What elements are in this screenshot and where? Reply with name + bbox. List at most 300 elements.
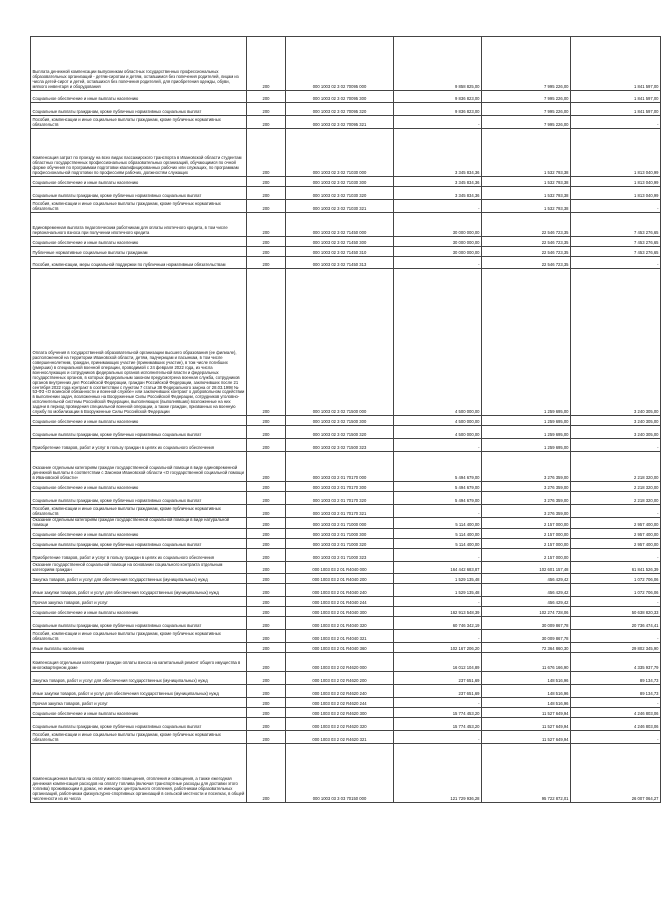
line-code-cell <box>247 629 286 642</box>
budget-classification-code-text: 000 1003 03 2 01 71000 323 <box>312 554 367 560</box>
table-row <box>31 616 661 629</box>
executed-amount-text: 2 157 000,00 <box>544 541 569 547</box>
budget-classification-code-cell <box>286 116 394 129</box>
row-name-cell <box>31 583 247 596</box>
executed-amount-text: 11 527 649,94 <box>542 736 569 742</box>
unexecuted-amount-cell <box>571 616 661 629</box>
line-code-text: 200 <box>262 193 270 199</box>
budget-classification-code-text: 000 1003 03 2 01 R4040 000 <box>312 566 367 572</box>
row-name-cell <box>31 426 247 439</box>
line-code-text: 200 <box>262 599 270 605</box>
row-name-text: Иные закупки товаров, работ и услуг для обеспечения государственных (муниципальных) нужд <box>32 690 219 696</box>
line-code-text: 200 <box>262 609 270 615</box>
budget-classification-code-text: 000 1003 03 2 01 70170 300 <box>312 485 367 491</box>
unexecuted-amount-text: - <box>657 262 659 268</box>
executed-amount-cell <box>482 91 571 103</box>
approved-amount-cell <box>394 583 482 596</box>
approved-amount-text: - <box>478 511 480 517</box>
approved-amount-cell <box>394 548 482 561</box>
row-name-cell <box>31 616 247 629</box>
executed-amount-text: 7 995 226,00 <box>544 84 569 90</box>
unexecuted-amount-cell <box>571 606 661 616</box>
row-name-cell <box>31 416 247 426</box>
approved-amount-text: - <box>478 445 480 451</box>
table-row <box>31 743 661 802</box>
row-name-cell <box>31 213 247 237</box>
executed-amount-text: 148 516,96 <box>547 690 569 696</box>
executed-amount-text: 456 429,42 <box>547 576 569 582</box>
row-name-cell <box>31 492 247 505</box>
row-name-cell <box>31 561 247 573</box>
executed-amount-text: 1 259 695,00 <box>544 432 569 438</box>
line-code-text: 200 <box>262 122 270 128</box>
approved-amount-cell <box>394 606 482 616</box>
budget-classification-code-text: 000 1003 03 2 01 R4040 200 <box>312 576 367 582</box>
row-name-text: Социальные выплаты гражданам, кроме публичных нормативных социальных выплат <box>32 622 202 628</box>
line-code-text: 200 <box>262 109 270 115</box>
unexecuted-amount-cell <box>571 697 661 707</box>
unexecuted-amount-text: 4 246 803,06 <box>634 723 659 729</box>
row-name-cell <box>31 505 247 518</box>
table-row <box>31 684 661 697</box>
row-name-cell <box>31 452 247 482</box>
unexecuted-amount-cell <box>571 177 661 187</box>
row-name-text: Оказание государственной социальной помощи на основании социального контракта отдельным категориям граждан <box>32 562 223 572</box>
row-name-text: Закупка товаров, работ и услуг для обеспечения государственных (муниципальных) нужд <box>32 576 208 582</box>
row-name-cell <box>31 91 247 103</box>
unexecuted-amount-text: 7 453 276,65 <box>634 230 659 236</box>
row-name-text: Пособия, компенсации и иные социальные выплаты гражданам, кроме публичных нормативных обязательств <box>32 631 221 641</box>
line-code-text: 200 <box>262 795 270 801</box>
budget-classification-code-text: 000 1003 02 3 02 71500 000 <box>312 409 367 415</box>
line-code-text: 200 <box>262 677 270 683</box>
budget-classification-code-cell <box>286 730 394 743</box>
executed-amount-text: 456 429,42 <box>547 589 569 595</box>
executed-amount-cell <box>482 247 571 257</box>
approved-amount-text: 162 913 548,39 <box>450 609 480 615</box>
approved-amount-cell <box>394 717 482 730</box>
unexecuted-amount-cell <box>571 37 661 91</box>
executed-amount-cell <box>482 116 571 129</box>
unexecuted-amount-text: 89 134,73 <box>639 690 659 696</box>
approved-amount-text: 5 494 679,00 <box>455 498 480 504</box>
line-code-cell <box>247 684 286 697</box>
row-name-text: Социальные выплаты гражданам, кроме публичных нормативных социальных выплат <box>32 723 202 729</box>
approved-amount-text: 1 529 135,48 <box>455 576 480 582</box>
executed-amount-cell <box>482 237 571 247</box>
executed-amount-text: 2 157 000,00 <box>544 554 569 560</box>
approved-amount-text: 5 114 400,00 <box>455 531 480 537</box>
executed-amount-cell <box>482 743 571 802</box>
unexecuted-amount-cell <box>571 269 661 416</box>
row-name-text: Закупка товаров, работ и услуг для обеспечения государственных (муниципальных) нужд <box>32 677 208 683</box>
budget-classification-code-cell <box>286 91 394 103</box>
line-code-cell <box>247 596 286 606</box>
unexecuted-amount-cell <box>571 103 661 116</box>
row-name-cell <box>31 247 247 257</box>
budget-classification-code-text: 000 1003 03 2 02 R4620 240 <box>312 690 367 696</box>
executed-amount-text: 95 722 872,01 <box>541 795 569 801</box>
line-code-text: 200 <box>262 531 270 537</box>
budget-classification-code-text: 000 1003 02 3 02 70095 300 <box>312 96 367 102</box>
table-row <box>31 452 661 482</box>
table-row <box>31 103 661 116</box>
unexecuted-amount-cell <box>571 91 661 103</box>
row-name-cell <box>31 37 247 91</box>
executed-amount-cell <box>482 492 571 505</box>
row-name-cell <box>31 129 247 177</box>
budget-classification-code-text: 000 1003 02 3 02 71500 323 <box>312 445 367 451</box>
approved-amount-text: - <box>478 122 480 128</box>
executed-amount-text: 72 364 860,30 <box>541 645 569 651</box>
budget-classification-code-cell <box>286 717 394 730</box>
approved-amount-text: 164 442 683,87 <box>450 566 480 572</box>
executed-amount-cell <box>482 548 571 561</box>
approved-amount-cell <box>394 269 482 416</box>
line-code-text: 200 <box>262 521 270 527</box>
row-name-cell <box>31 606 247 616</box>
executed-amount-text: 148 516,96 <box>547 700 569 706</box>
executed-amount-cell <box>482 717 571 730</box>
row-name-cell <box>31 538 247 548</box>
budget-classification-code-cell <box>286 129 394 177</box>
budget-classification-code-text: 000 1003 03 2 01 71000 320 <box>312 541 367 547</box>
approved-amount-text: 4 500 000,00 <box>455 409 480 415</box>
approved-amount-cell <box>394 505 482 518</box>
budget-classification-code-cell <box>286 439 394 452</box>
row-name-text: Социальное обеспечение и иные выплаты населению <box>32 710 139 716</box>
unexecuted-amount-text: - <box>657 554 659 560</box>
budget-classification-code-cell <box>286 492 394 505</box>
line-code-cell <box>247 200 286 213</box>
executed-amount-cell <box>482 616 571 629</box>
unexecuted-amount-cell <box>571 452 661 482</box>
approved-amount-text: - <box>478 206 480 212</box>
approved-amount-cell <box>394 177 482 187</box>
row-name-text: Приобретение товаров, работ и услуг в пользу граждан в целях их социального обеспечения <box>32 554 215 560</box>
budget-classification-code-text: 000 1003 03 2 02 R4620 321 <box>312 736 367 742</box>
unexecuted-amount-cell <box>571 257 661 269</box>
budget-classification-code-cell <box>286 684 394 697</box>
line-code-cell <box>247 452 286 482</box>
unexecuted-amount-text: - <box>657 445 659 451</box>
approved-amount-cell <box>394 596 482 606</box>
executed-amount-text: 11 676 166,90 <box>542 664 569 670</box>
executed-amount-cell <box>482 707 571 717</box>
executed-amount-cell <box>482 561 571 573</box>
unexecuted-amount-text: 7 453 276,65 <box>634 250 659 256</box>
report-sheet <box>30 36 659 803</box>
unexecuted-amount-text: 1 072 706,06 <box>634 576 659 582</box>
budget-classification-code-cell <box>286 616 394 629</box>
line-code-cell <box>247 518 286 529</box>
line-code-text: 200 <box>262 700 270 706</box>
row-name-text: Социальное обеспечение и иные выплаты населению <box>32 240 139 246</box>
row-name-cell <box>31 528 247 538</box>
budget-classification-code-text: 000 1003 03 2 01 R4040 300 <box>312 609 367 615</box>
row-name-text: Компенсация затрат по проезду на всех видах пассажирского транспорта в Ивановской области студентам областных государственных профессиональных образовательных организаций, обучающимся по очной форме обучения по программам подготовки квалифицированных рабочих или служащих, по программам профессиональной подготовки по профессиям рабочих, должностям служащих <box>32 155 242 176</box>
approved-amount-text: - <box>478 554 480 560</box>
approved-amount-text: - <box>478 635 480 641</box>
table-row <box>31 561 661 573</box>
approved-amount-text: - <box>478 736 480 742</box>
budget-classification-code-cell <box>286 213 394 237</box>
budget-classification-code-text: 000 1003 03 2 02 R4620 244 <box>312 700 367 706</box>
unexecuted-amount-cell <box>571 505 661 518</box>
line-code-cell <box>247 743 286 802</box>
table-row <box>31 213 661 237</box>
budget-classification-code-text: 000 1003 03 3 03 70150 000 <box>312 795 367 801</box>
row-name-cell <box>31 671 247 684</box>
executed-amount-text: 3 276 359,00 <box>544 485 569 491</box>
approved-amount-cell <box>394 743 482 802</box>
approved-amount-cell <box>394 37 482 91</box>
row-name-text: Пособия, компенсации и иные социальные выплаты гражданам, кроме публичных нормативных обязательств <box>32 117 221 128</box>
budget-classification-code-text: 000 1003 02 3 02 71450 310 <box>312 250 367 256</box>
budget-classification-code-cell <box>286 573 394 583</box>
table-row <box>31 528 661 538</box>
row-name-text: Компенсация отдельным категориям граждан оплаты взноса на капитальный ремонт общего имущества в многоквартирном доме <box>32 660 241 670</box>
unexecuted-amount-cell <box>571 642 661 652</box>
line-code-cell <box>247 606 286 616</box>
executed-amount-cell <box>482 426 571 439</box>
approved-amount-cell <box>394 213 482 237</box>
unexecuted-amount-cell <box>571 671 661 684</box>
executed-amount-text: 102 601 157,48 <box>539 566 569 572</box>
budget-classification-code-cell <box>286 548 394 561</box>
unexecuted-amount-text: 3 240 305,00 <box>634 419 659 425</box>
line-code-cell <box>247 717 286 730</box>
row-name-text: Оказание отдельным категориям граждан государственной социальной помощи в виде натуральной помощи <box>32 517 229 527</box>
executed-amount-cell <box>482 452 571 482</box>
line-code-text: 200 <box>262 475 270 481</box>
line-code-text: 200 <box>262 645 270 651</box>
line-code-text: 200 <box>262 498 270 504</box>
approved-amount-text: - <box>478 700 480 706</box>
unexecuted-amount-cell <box>571 717 661 730</box>
row-name-text: Публичные нормативные социальные выплаты гражданам <box>32 250 148 256</box>
approved-amount-cell <box>394 629 482 642</box>
executed-amount-text: 3 276 359,00 <box>544 498 569 504</box>
row-name-cell <box>31 684 247 697</box>
executed-amount-cell <box>482 518 571 529</box>
approved-amount-cell <box>394 187 482 200</box>
line-code-text: 200 <box>262 589 270 595</box>
line-code-text: 200 <box>262 419 270 425</box>
line-code-cell <box>247 642 286 652</box>
executed-amount-text: 2 157 000,00 <box>544 531 569 537</box>
unexecuted-amount-cell <box>571 548 661 561</box>
executed-amount-text: 22 546 723,35 <box>541 250 569 256</box>
unexecuted-amount-text: 26 007 064,27 <box>631 795 659 801</box>
executed-amount-cell <box>482 583 571 596</box>
approved-amount-text: 30 000 000,00 <box>452 230 480 236</box>
unexecuted-amount-text: 2 218 320,00 <box>634 475 659 481</box>
row-name-text: Оказание отдельным категориям граждан государственной социальной помощи в виде единовременной денежной выплаты в соответствии с Законом Ивановской области «О государственной социальной помощи в Ивановской области» <box>32 465 244 481</box>
line-code-text: 200 <box>262 96 270 102</box>
table-row <box>31 583 661 596</box>
row-name-cell <box>31 573 247 583</box>
executed-amount-cell <box>482 37 571 91</box>
table-row <box>31 629 661 642</box>
approved-amount-cell <box>394 129 482 177</box>
line-code-text: 200 <box>262 622 270 628</box>
row-name-cell <box>31 652 247 671</box>
row-name-cell <box>31 596 247 606</box>
table-row <box>31 439 661 452</box>
line-code-text: 200 <box>262 445 270 451</box>
executed-amount-cell <box>482 416 571 426</box>
unexecuted-amount-text: - <box>657 599 659 605</box>
unexecuted-amount-cell <box>571 116 661 129</box>
line-code-text: 200 <box>262 409 270 415</box>
executed-amount-cell <box>482 129 571 177</box>
executed-amount-text: 1 532 793,38 <box>544 206 569 212</box>
budget-classification-code-text: 000 1003 03 2 01 70170 320 <box>312 498 367 504</box>
approved-amount-cell <box>394 482 482 492</box>
approved-amount-text: 3 345 834,36 <box>455 193 480 199</box>
line-code-cell <box>247 707 286 717</box>
row-name-cell <box>31 187 247 200</box>
budget-classification-code-text: 000 1003 03 2 01 70170 000 <box>312 475 367 481</box>
executed-amount-cell <box>482 103 571 116</box>
budget-classification-code-cell <box>286 561 394 573</box>
row-name-text: Иные закупки товаров, работ и услуг для обеспечения государственных (муниципальных) нужд <box>32 589 219 595</box>
line-code-cell <box>247 37 286 91</box>
executed-amount-text: 1 259 695,00 <box>544 409 569 415</box>
executed-amount-cell <box>482 697 571 707</box>
table-row <box>31 187 661 200</box>
expenditure-table <box>30 36 661 803</box>
row-name-cell <box>31 200 247 213</box>
executed-amount-text: 1 532 793,38 <box>544 170 569 176</box>
row-name-cell <box>31 642 247 652</box>
approved-amount-text: 9 836 823,00 <box>455 96 480 102</box>
budget-classification-code-text: 000 1003 03 2 01 71000 000 <box>312 521 367 527</box>
executed-amount-text: 102 274 728,06 <box>539 609 569 615</box>
line-code-text: 200 <box>262 485 270 491</box>
executed-amount-cell <box>482 187 571 200</box>
budget-classification-code-cell <box>286 452 394 482</box>
approved-amount-text: 5 114 400,00 <box>455 541 480 547</box>
line-code-text: 200 <box>262 432 270 438</box>
line-code-text: 200 <box>262 206 270 212</box>
unexecuted-amount-text: 4 246 803,06 <box>634 710 659 716</box>
budget-classification-code-text: 000 1003 02 3 02 70095 320 <box>312 109 367 115</box>
unexecuted-amount-cell <box>571 528 661 538</box>
approved-amount-text: 237 651,69 <box>458 677 480 683</box>
executed-amount-cell <box>482 213 571 237</box>
unexecuted-amount-cell <box>571 652 661 671</box>
unexecuted-amount-cell <box>571 426 661 439</box>
line-code-text: 200 <box>262 250 270 256</box>
approved-amount-cell <box>394 573 482 583</box>
budget-classification-code-cell <box>286 269 394 416</box>
line-code-cell <box>247 177 286 187</box>
executed-amount-cell <box>482 652 571 671</box>
budget-classification-code-cell <box>286 237 394 247</box>
budget-classification-code-text: 000 1003 02 3 02 70095 321 <box>312 122 367 128</box>
line-code-cell <box>247 187 286 200</box>
row-name-cell <box>31 482 247 492</box>
row-name-cell <box>31 707 247 717</box>
line-code-cell <box>247 573 286 583</box>
approved-amount-text: 4 500 000,00 <box>455 432 480 438</box>
approved-amount-cell <box>394 452 482 482</box>
row-name-text: Социальное обеспечение и иные выплаты населению <box>32 96 139 102</box>
executed-amount-text: 7 995 226,00 <box>544 122 569 128</box>
executed-amount-text: 22 546 723,35 <box>541 230 569 236</box>
unexecuted-amount-cell <box>571 707 661 717</box>
line-code-cell <box>247 416 286 426</box>
unexecuted-amount-cell <box>571 684 661 697</box>
approved-amount-text: 5 494 679,00 <box>455 485 480 491</box>
line-code-cell <box>247 505 286 518</box>
line-code-text: 200 <box>262 230 270 236</box>
line-code-cell <box>247 583 286 596</box>
line-code-cell <box>247 269 286 416</box>
budget-classification-code-cell <box>286 103 394 116</box>
line-code-text: 200 <box>262 180 270 186</box>
approved-amount-cell <box>394 518 482 529</box>
unexecuted-amount-text: 3 240 305,00 <box>634 432 659 438</box>
budget-classification-code-cell <box>286 257 394 269</box>
executed-amount-cell <box>482 505 571 518</box>
approved-amount-text: 5 114 400,00 <box>455 521 480 527</box>
approved-amount-cell <box>394 200 482 213</box>
budget-classification-code-cell <box>286 642 394 652</box>
approved-amount-text: 102 167 206,20 <box>450 645 480 651</box>
unexecuted-amount-cell <box>571 583 661 596</box>
row-name-cell <box>31 103 247 116</box>
row-name-text: Социальные выплаты гражданам, кроме публичных нормативных социальных выплат <box>32 193 202 199</box>
unexecuted-amount-text: - <box>657 511 659 517</box>
row-name-text: Социальное обеспечение и иные выплаты населению <box>32 531 139 537</box>
approved-amount-text: 3 345 834,36 <box>455 180 480 186</box>
table-row <box>31 707 661 717</box>
row-name-cell <box>31 237 247 247</box>
line-code-text: 200 <box>262 635 270 641</box>
executed-amount-cell <box>482 538 571 548</box>
budget-classification-code-cell <box>286 247 394 257</box>
line-code-text: 200 <box>262 664 270 670</box>
executed-amount-text: 22 546 723,35 <box>541 240 569 246</box>
table-row <box>31 200 661 213</box>
unexecuted-amount-cell <box>571 237 661 247</box>
line-code-cell <box>247 492 286 505</box>
executed-amount-cell <box>482 269 571 416</box>
line-code-cell <box>247 257 286 269</box>
line-code-text: 200 <box>262 84 270 90</box>
row-name-text: Оплата обучения в государственной образовательной организации высшего образования (ее филиале), расположенной на территории Ивановской области, детям, падчерицам и пасынкам, в том числе совершеннолетним, граждан, принимающих участие (принимавших участие), в том числе погибших (умерших) в специальной военной операции, проводимой с 24 февраля 2022 года, из числа военнослужащих и сотрудников федеральных органов исполнительной власти и федеральных государственных органов, в которых федеральным законом предусмотрена военная служба, сотрудников органов внутренних дел Российской Федерации, граждан Российской Федерации, заключивших после 21 сентября 2022 года контракт в соответствии с пунктом 7 статьи 38 Федерального закона от 28.03.1998 № 53-ФЗ «О воинской обязанности и военной службе» или заключивших контракт о добровольном содействии в выполнении задач, возложенных на Вооруженные Силы Российской Федерации, сотрудников уголовно-исполнительной системы Российской Федерации, выполняющих (выполнявших) возложенные на них задачи в период проведения специальной военной операции, а также граждан, призванных на военную службу по мобилизации в Вооруженные Силы Российской Федерации <box>32 350 245 415</box>
budget-classification-code-cell <box>286 426 394 439</box>
executed-amount-text: 7 995 226,00 <box>544 109 569 115</box>
line-code-cell <box>247 237 286 247</box>
line-code-text: 200 <box>262 736 270 742</box>
row-name-cell <box>31 717 247 730</box>
row-name-text: Пособия, компенсации и иные социальные выплаты гражданам, кроме публичных нормативных обязательств <box>32 732 221 742</box>
budget-classification-code-cell <box>286 505 394 518</box>
executed-amount-text: 1 532 793,38 <box>544 180 569 186</box>
row-name-cell <box>31 177 247 187</box>
line-code-text: 200 <box>262 511 270 517</box>
row-name-text: Социальные выплаты гражданам, кроме публичных нормативных социальных выплат <box>32 541 202 547</box>
executed-amount-cell <box>482 257 571 269</box>
budget-classification-code-cell <box>286 743 394 802</box>
row-name-text: Социальное обеспечение и иные выплаты населению <box>32 609 139 615</box>
executed-amount-cell <box>482 177 571 187</box>
budget-classification-code-cell <box>286 596 394 606</box>
